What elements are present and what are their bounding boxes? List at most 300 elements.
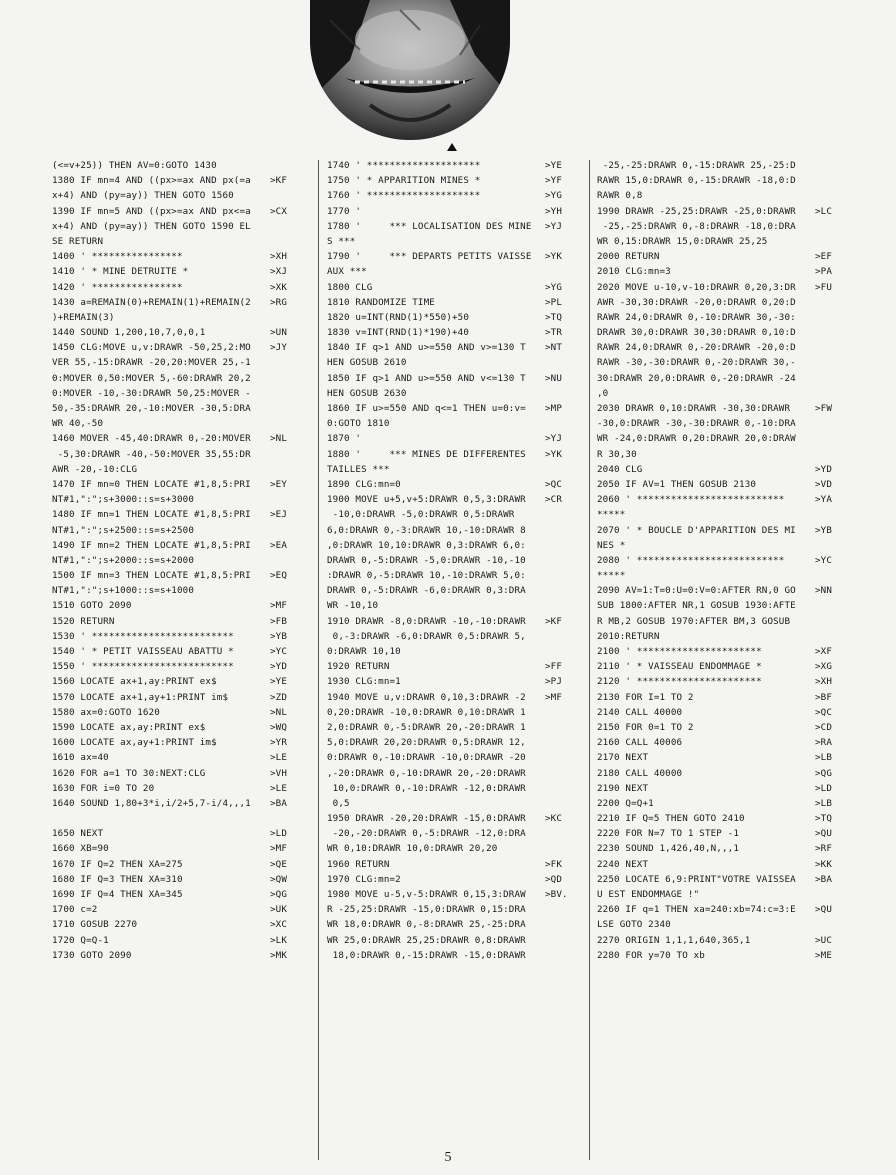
code-line bbox=[52, 173, 310, 188]
code-text: DRAWR 0,-5:DRAWR -5,0:DRAWR -10,-10 bbox=[327, 554, 526, 566]
code-text: 1630 FOR i=0 TO 20 bbox=[52, 782, 155, 794]
code-text: 1950 DRAWR -20,20:DRAWR -15,0:DRAWR bbox=[327, 813, 526, 825]
code-line bbox=[52, 507, 310, 522]
code-text: 1500 IF mn=3 THEN LOCATE #1,8,5:PRI bbox=[52, 570, 251, 582]
code-text: RAWR -30,-30:DRAWR 0,-20:DRAWR 30,- bbox=[597, 357, 796, 369]
checksum: >MP bbox=[545, 403, 563, 414]
checksum: >NT bbox=[545, 342, 563, 354]
code-line bbox=[597, 204, 855, 219]
checksum: >TR bbox=[545, 327, 563, 339]
code-text: 1970 CLG:mn=2 bbox=[327, 873, 401, 885]
code-line bbox=[52, 781, 310, 796]
code-text: 1540 ' * PETIT VAISSEAU ABATTU * bbox=[52, 646, 234, 657]
code-line bbox=[52, 477, 310, 492]
listing-column-1 bbox=[52, 158, 310, 1158]
code-text: 2010 CLG:mn=3 bbox=[597, 266, 671, 278]
code-text: 2,0:DRAWR 0,-5:DRAWR 20,-20:DRAWR 1 bbox=[327, 721, 526, 733]
code-text: NES * bbox=[597, 539, 626, 551]
code-text: 1610 ax=40 bbox=[52, 752, 109, 764]
code-text: 1850 IF q>1 AND u>=550 AND v<=130 T bbox=[327, 372, 526, 384]
code-line bbox=[52, 188, 310, 203]
checksum: >CR bbox=[545, 494, 563, 506]
code-line bbox=[327, 310, 585, 325]
code-text: ***** bbox=[597, 570, 626, 582]
code-text: 1570 LOCATE ax+1,ay+1:PRINT im$ bbox=[52, 691, 229, 703]
checksum: >RG bbox=[270, 296, 288, 308]
code-line bbox=[52, 948, 310, 963]
checksum: >BF bbox=[815, 691, 833, 703]
code-line bbox=[597, 583, 855, 598]
code-line bbox=[327, 158, 585, 173]
code-text: 1690 IF Q=4 THEN XA=345 bbox=[52, 889, 183, 900]
code-line bbox=[327, 948, 585, 963]
checksum: >LB bbox=[815, 752, 833, 764]
code-line bbox=[597, 219, 855, 234]
code-line bbox=[597, 568, 855, 583]
code-line bbox=[327, 355, 585, 370]
code-text: 1770 ' bbox=[327, 205, 362, 217]
code-text: 1900 MOVE u+5,v+5:DRAWR 0,5,3:DRAWR bbox=[327, 494, 526, 506]
checksum: >LC bbox=[815, 205, 833, 217]
code-line bbox=[52, 598, 310, 613]
code-text: AUX *** bbox=[327, 266, 367, 278]
checksum: >YE bbox=[545, 160, 563, 171]
code-text: WR -10,10 bbox=[327, 600, 379, 612]
code-text: -5,30:DRAWR -40,-50:MOVER 35,55:DR bbox=[52, 448, 251, 460]
code-line bbox=[52, 811, 310, 826]
code-text: 1790 ' *** DEPARTS PETITS VAISSE bbox=[327, 251, 532, 263]
checksum: >LE bbox=[270, 782, 288, 794]
code-text: WR 0,10:DRAWR 10,0:DRAWR 20,20 bbox=[327, 843, 498, 855]
code-line bbox=[327, 416, 585, 431]
code-text: 2190 NEXT bbox=[597, 782, 649, 794]
code-text: 10,0:DRAWR 0,-10:DRAWR -12,0:DRAWR bbox=[327, 782, 526, 794]
code-line bbox=[597, 462, 855, 477]
code-line bbox=[52, 538, 310, 553]
code-text: AWR -30,30:DRAWR -20,0:DRAWR 0,20:D bbox=[597, 296, 796, 308]
code-text: 50,-35:DRAWR 20,-10:MOVER -30,5:DRA bbox=[52, 403, 251, 414]
code-line bbox=[52, 690, 310, 705]
code-text: DRAWR 30,0:DRAWR 30,30:DRAWR 0,10:D bbox=[597, 327, 796, 339]
checksum: >ME bbox=[815, 949, 833, 961]
checksum: >FB bbox=[270, 615, 288, 627]
code-line bbox=[327, 583, 585, 598]
checksum: >EF bbox=[815, 251, 833, 263]
code-line bbox=[52, 644, 310, 659]
code-line bbox=[327, 659, 585, 674]
checksum: >LE bbox=[270, 752, 288, 764]
checksum: >UK bbox=[270, 904, 288, 916]
code-text: 1800 CLG bbox=[327, 281, 373, 293]
code-line bbox=[327, 340, 585, 355]
code-line bbox=[597, 280, 855, 295]
code-text: 0:MOVER 0,50:MOVER 5,-60:DRAWR 20,2 bbox=[52, 372, 251, 384]
code-line bbox=[327, 705, 585, 720]
code-text: 2080 ' ************************** bbox=[597, 554, 785, 566]
checksum: >NL bbox=[270, 433, 288, 445]
checksum: >NN bbox=[815, 585, 833, 597]
code-line bbox=[52, 705, 310, 720]
code-line bbox=[327, 386, 585, 401]
checksum: >TQ bbox=[815, 813, 833, 825]
code-text: 2200 Q=Q+1 bbox=[597, 797, 654, 809]
code-text: WR 0,15:DRAWR 15,0:DRAWR 25,25 bbox=[597, 235, 768, 247]
checksum: >CX bbox=[270, 205, 288, 217]
code-line bbox=[327, 401, 585, 416]
code-text: 1670 IF Q=2 THEN XA=275 bbox=[52, 858, 183, 870]
code-text: 2110 ' * VAISSEAU ENDOMMAGE * bbox=[597, 661, 762, 673]
code-text: 1420 ' **************** bbox=[52, 281, 183, 293]
checksum: >YF bbox=[545, 175, 563, 187]
code-line bbox=[52, 553, 310, 568]
code-line bbox=[52, 568, 310, 583]
code-text: 2230 SOUND 1,426,40,N,,,1 bbox=[597, 843, 740, 855]
code-text: TAILLES *** bbox=[327, 463, 390, 475]
checksum: >FW bbox=[815, 403, 833, 414]
code-text: 1910 DRAWR -8,0:DRAWR -10,-10:DRAWR bbox=[327, 615, 526, 627]
code-text: 1380 IF mn=4 AND ((px>=ax AND px(=a bbox=[52, 175, 251, 187]
code-line bbox=[597, 477, 855, 492]
code-text: -25,-25:DRAWR 0,-8:DRAWR -18,0:DRA bbox=[597, 220, 796, 232]
code-line bbox=[52, 720, 310, 735]
code-line bbox=[52, 933, 310, 948]
code-line bbox=[327, 523, 585, 538]
checksum: >UN bbox=[270, 327, 288, 339]
code-text: 1440 SOUND 1,200,10,7,0,0,1 bbox=[52, 327, 206, 339]
checksum: >WQ bbox=[270, 721, 288, 733]
checksum: >QU bbox=[815, 828, 833, 840]
code-text: 0:DRAWR 0,-10:DRAWR -10,0:DRAWR -20 bbox=[327, 752, 526, 764]
code-line bbox=[597, 872, 855, 887]
code-text: WR 25,0:DRAWR 25,25:DRAWR 0,8:DRAWR bbox=[327, 934, 526, 946]
code-text: 1430 a=REMAIN(0)+REMAIN(1)+REMAIN(2 bbox=[52, 296, 251, 308]
code-text: DRAWR 0,-5:DRAWR -6,0:DRAWR 0,3:DRA bbox=[327, 585, 526, 597]
code-line bbox=[597, 750, 855, 765]
code-line bbox=[597, 766, 855, 781]
code-text: 1660 XB=90 bbox=[52, 843, 109, 855]
code-text: 1780 ' *** LOCALISATION DES MINE bbox=[327, 220, 532, 232]
code-line bbox=[597, 948, 855, 963]
code-line bbox=[327, 553, 585, 568]
code-line bbox=[327, 204, 585, 219]
code-line bbox=[597, 507, 855, 522]
column-divider bbox=[318, 160, 319, 1160]
code-text: R -25,25:DRAWR -15,0:DRAWR 0,15:DRA bbox=[327, 904, 526, 916]
code-text: 2060 ' ************************** bbox=[597, 494, 785, 506]
code-line bbox=[327, 826, 585, 841]
code-text: -10,0:DRAWR -5,0:DRAWR 0,5:DRAWR bbox=[327, 509, 515, 521]
code-line bbox=[327, 720, 585, 735]
code-line bbox=[327, 690, 585, 705]
code-line bbox=[597, 933, 855, 948]
code-text: 2000 RETURN bbox=[597, 251, 660, 263]
code-line bbox=[597, 644, 855, 659]
checksum: >QD bbox=[545, 873, 563, 885]
code-line bbox=[52, 355, 310, 370]
code-text: 1960 RETURN bbox=[327, 858, 390, 870]
checksum: >QC bbox=[815, 706, 833, 718]
code-line bbox=[597, 158, 855, 173]
code-text: R MB,2 GOSUB 1970:AFTER BM,3 GOSUB bbox=[597, 615, 791, 627]
code-line bbox=[52, 887, 310, 902]
code-text: 1710 GOSUB 2270 bbox=[52, 919, 138, 931]
code-line bbox=[327, 796, 585, 811]
code-text: 2220 FOR N=7 TO 1 STEP -1 bbox=[597, 828, 740, 840]
code-text: 1990 DRAWR -25,25:DRAWR -25,0:DRAWR bbox=[597, 205, 796, 217]
checksum: >BA bbox=[815, 873, 833, 885]
code-line bbox=[597, 538, 855, 553]
code-line bbox=[327, 735, 585, 750]
code-text: RAWR 24,0:DRAWR 0,-10:DRAWR 30,-30: bbox=[597, 311, 796, 323]
code-line bbox=[597, 431, 855, 446]
column-divider bbox=[589, 160, 590, 1160]
code-line bbox=[52, 431, 310, 446]
checksum: >YE bbox=[270, 676, 288, 688]
code-text: 1480 IF mn=1 THEN LOCATE #1,8,5:PRI bbox=[52, 509, 251, 521]
code-line bbox=[327, 917, 585, 932]
code-text: 1820 u=INT(RND(1)*550)+50 bbox=[327, 311, 470, 323]
code-text: 1740 ' ******************** bbox=[327, 160, 481, 171]
checksum: >YB bbox=[815, 524, 833, 536]
code-line bbox=[52, 234, 310, 249]
code-line bbox=[327, 492, 585, 507]
code-line bbox=[327, 568, 585, 583]
code-line bbox=[52, 462, 310, 477]
code-text: -20,-20:DRAWR 0,-5:DRAWR -12,0:DRA bbox=[327, 828, 526, 840]
code-text: 1580 ax=0:GOTO 1620 bbox=[52, 706, 160, 718]
code-text: NT#1,":";s+2500::s=s+2500 bbox=[52, 524, 195, 536]
code-line bbox=[327, 933, 585, 948]
code-line bbox=[327, 538, 585, 553]
checksum: >QU bbox=[815, 904, 833, 916]
code-text: RAWR 24,0:DRAWR 0,-20:DRAWR -20,0:D bbox=[597, 342, 796, 354]
code-text: ***** bbox=[597, 509, 626, 521]
code-line bbox=[597, 674, 855, 689]
code-text: 1980 MOVE u-5,v-5:DRAWR 0,15,3:DRAW bbox=[327, 889, 526, 900]
code-text: 1700 c=2 bbox=[52, 904, 98, 916]
code-line bbox=[52, 826, 310, 841]
listing-column-2 bbox=[327, 158, 585, 1158]
triangle-marker-icon bbox=[447, 143, 457, 151]
code-line bbox=[52, 219, 310, 234]
checksum: >KF bbox=[545, 615, 563, 627]
code-line bbox=[327, 173, 585, 188]
code-line bbox=[597, 629, 855, 644]
code-text: 2170 NEXT bbox=[597, 752, 649, 764]
checksum: >YG bbox=[545, 281, 563, 293]
checksum: >XG bbox=[815, 661, 833, 673]
code-text: 0:GOTO 1810 bbox=[327, 418, 390, 430]
checksum: >EQ bbox=[270, 570, 288, 582]
checksum: >YB bbox=[270, 630, 288, 642]
code-line bbox=[597, 781, 855, 796]
checksum: >XF bbox=[815, 646, 833, 657]
code-line bbox=[52, 310, 310, 325]
code-text: HEN GOSUB 2630 bbox=[327, 387, 407, 399]
code-line bbox=[52, 447, 310, 462]
code-text: S *** bbox=[327, 235, 356, 247]
code-text: VER 55,-15:DRAWR -20,20:MOVER 25,-1 bbox=[52, 357, 251, 369]
code-text: 2160 CALL 40006 bbox=[597, 737, 683, 749]
code-line bbox=[327, 674, 585, 689]
checksum: >RA bbox=[815, 737, 833, 749]
code-line bbox=[327, 371, 585, 386]
code-text: 1860 IF u>=550 AND q<=1 THEN u=0:v= bbox=[327, 403, 526, 414]
checksum: >MF bbox=[270, 600, 288, 612]
code-text: 1590 LOCATE ax,ay:PRINT ex$ bbox=[52, 721, 206, 733]
code-text: 1460 MOVER -45,40:DRAWR 0,-20:MOVER bbox=[52, 433, 251, 445]
code-line bbox=[52, 857, 310, 872]
checksum: >NL bbox=[270, 706, 288, 718]
code-text: 1520 RETURN bbox=[52, 615, 115, 627]
code-text: 1600 LOCATE ax,ay+1:PRINT im$ bbox=[52, 737, 217, 749]
checksum: >YD bbox=[815, 463, 833, 475]
code-text: 1920 RETURN bbox=[327, 661, 390, 673]
checksum: >ZD bbox=[270, 691, 288, 703]
code-line bbox=[52, 750, 310, 765]
code-line bbox=[327, 325, 585, 340]
code-line bbox=[327, 249, 585, 264]
checksum: >QC bbox=[545, 478, 563, 490]
code-line bbox=[52, 872, 310, 887]
code-line bbox=[327, 629, 585, 644]
checksum: >EY bbox=[270, 478, 288, 490]
code-line bbox=[597, 705, 855, 720]
code-line bbox=[52, 280, 310, 295]
code-line bbox=[597, 355, 855, 370]
code-line bbox=[597, 173, 855, 188]
code-line bbox=[327, 750, 585, 765]
code-text: 1550 ' ************************* bbox=[52, 661, 234, 673]
code-line bbox=[327, 766, 585, 781]
code-line bbox=[52, 659, 310, 674]
code-text: 1530 ' ************************* bbox=[52, 630, 234, 642]
code-line bbox=[597, 841, 855, 856]
listing-column-3 bbox=[597, 158, 855, 1158]
checksum: >PL bbox=[545, 296, 563, 308]
code-text: LSE GOTO 2340 bbox=[597, 919, 671, 931]
code-text: 1640 SOUND 1,80+3*i,i/2+5,7-i/4,,,1 bbox=[52, 797, 251, 809]
code-text: 1750 ' * APPARITION MINES * bbox=[327, 175, 481, 187]
code-text: NT#1,":";s+3000::s=s+3000 bbox=[52, 494, 195, 506]
code-line bbox=[327, 857, 585, 872]
code-text: ,0 bbox=[597, 387, 609, 399]
checksum: >QG bbox=[815, 767, 833, 779]
checksum: >LB bbox=[815, 797, 833, 809]
checksum: >YD bbox=[270, 661, 288, 673]
code-text: 0,20:DRAWR -10,0:DRAWR 0,10:DRAWR 1 bbox=[327, 706, 526, 718]
code-line bbox=[327, 431, 585, 446]
checksum: >UC bbox=[815, 934, 833, 946]
code-text: 1560 LOCATE ax+1,ay:PRINT ex$ bbox=[52, 676, 217, 688]
checksum: >YJ bbox=[545, 433, 563, 445]
code-line bbox=[597, 902, 855, 917]
code-text: NT#1,":";s+1000::s=s+1000 bbox=[52, 585, 195, 597]
code-text: 2280 FOR y=70 TO xb bbox=[597, 949, 705, 961]
code-line bbox=[597, 249, 855, 264]
code-text: 1390 IF mn=5 AND ((px>=ax AND px<=a bbox=[52, 205, 251, 217]
code-text: 2050 IF AV=1 THEN GOSUB 2130 bbox=[597, 478, 757, 490]
code-line bbox=[52, 295, 310, 310]
code-line bbox=[52, 204, 310, 219]
code-text: 1470 IF mn=0 THEN LOCATE #1,8,5:PRI bbox=[52, 478, 251, 490]
checksum: >PA bbox=[815, 266, 833, 278]
code-line bbox=[52, 902, 310, 917]
code-text: 2260 IF q=1 THEN xa=240:xb=74:c=3:E bbox=[597, 904, 796, 916]
code-line bbox=[597, 614, 855, 629]
code-line bbox=[597, 447, 855, 462]
checksum: >YR bbox=[270, 737, 288, 749]
code-line bbox=[597, 796, 855, 811]
code-text: 1620 FOR a=1 TO 30:NEXT:CLG bbox=[52, 767, 206, 779]
code-line bbox=[597, 401, 855, 416]
code-text: 1830 v=INT(RND(1)*190)+40 bbox=[327, 327, 470, 339]
code-line bbox=[52, 674, 310, 689]
code-line bbox=[327, 872, 585, 887]
code-line bbox=[52, 735, 310, 750]
code-text: 1760 ' ******************** bbox=[327, 190, 481, 202]
checksum: >YH bbox=[545, 205, 563, 217]
checksum: >XH bbox=[815, 676, 833, 688]
code-text: 6,0:DRAWR 0,-3:DRAWR 10,-10:DRAWR 8 bbox=[327, 524, 526, 536]
code-line bbox=[327, 477, 585, 492]
code-line bbox=[597, 857, 855, 872]
code-line bbox=[597, 416, 855, 431]
code-text: 0:DRAWR 10,10 bbox=[327, 646, 401, 657]
code-text: 2140 CALL 40000 bbox=[597, 706, 683, 718]
code-line bbox=[52, 523, 310, 538]
code-text: R 30,30 bbox=[597, 448, 637, 460]
checksum: >LK bbox=[270, 934, 288, 946]
code-text: 1890 CLG:mn=0 bbox=[327, 478, 401, 490]
code-line bbox=[597, 523, 855, 538]
code-text: x+4) AND (py=ay)) THEN GOTO 1560 bbox=[52, 190, 234, 202]
code-line bbox=[597, 310, 855, 325]
code-line bbox=[597, 264, 855, 279]
code-line bbox=[52, 583, 310, 598]
code-line bbox=[327, 614, 585, 629]
code-text: -30,0:DRAWR -30,-30:DRAWR 0,-10:DRA bbox=[597, 418, 796, 430]
checksum: >YG bbox=[545, 190, 563, 202]
checksum: >YK bbox=[545, 448, 563, 460]
code-text: 1720 Q=Q-1 bbox=[52, 934, 109, 946]
code-text: 1510 GOTO 2090 bbox=[52, 600, 132, 612]
code-text: 0,-3:DRAWR -6,0:DRAWR 0,5:DRAWR 5, bbox=[327, 630, 526, 642]
code-text: SE RETURN bbox=[52, 235, 104, 247]
code-line bbox=[597, 735, 855, 750]
code-line bbox=[597, 234, 855, 249]
code-line bbox=[327, 841, 585, 856]
code-line bbox=[52, 492, 310, 507]
code-line bbox=[327, 264, 585, 279]
code-line bbox=[597, 917, 855, 932]
code-text: 1400 ' **************** bbox=[52, 251, 183, 263]
code-text: SUB 1800:AFTER NR,1 GOSUB 1930:AFTE bbox=[597, 600, 796, 612]
code-text: 2270 ORIGIN 1,1,1,640,365,1 bbox=[597, 934, 751, 946]
code-text: NT#1,":";s+2000::s=s+2000 bbox=[52, 554, 195, 566]
checksum: >YC bbox=[815, 554, 833, 566]
code-text: x+4) AND (py=ay)) THEN GOTO 1590 EL bbox=[52, 220, 251, 232]
checksum: >YK bbox=[545, 251, 563, 263]
code-line bbox=[327, 219, 585, 234]
checksum: >FK bbox=[545, 858, 563, 870]
code-text: RAWR 15,0:DRAWR 0,-15:DRAWR -18,0:D bbox=[597, 175, 796, 187]
code-text: 2130 FOR I=1 TO 2 bbox=[597, 691, 694, 703]
checksum: >BA bbox=[270, 797, 288, 809]
checksum: >MF bbox=[270, 843, 288, 855]
code-text: 2120 ' ********************** bbox=[597, 676, 762, 688]
checksum: >KC bbox=[545, 813, 563, 825]
